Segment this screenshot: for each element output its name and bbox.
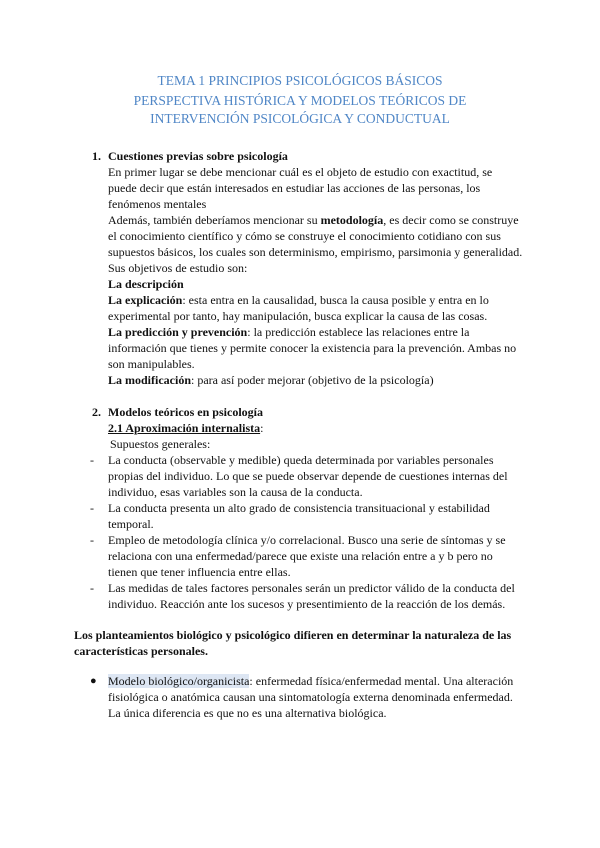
list-item-line: individuo, esas variables son la causa de la conducta.: [108, 485, 363, 499]
section-1-heading: Cuestiones previas sobre psicología: [108, 149, 288, 163]
text-span: : para así poder mejorar (objetivo de la psicología): [191, 373, 434, 387]
title-line-1: TEMA 1 PRINCIPIOS PSICOLÓGICOS BÁSICOS: [157, 73, 443, 88]
objectives-intro: Sus objetivos de estudio son:: [108, 261, 248, 275]
modificacion-term: La modificación: [108, 373, 191, 387]
list-item-line: Las medidas de tales factores personales serán un predictor válido de la conducta del: [108, 581, 515, 595]
paragraph-line: son manipulables.: [108, 357, 195, 371]
list-item-line: tienen que tener influencia entre ellas.: [108, 565, 291, 579]
section-2-heading: Modelos teóricos en psicología: [108, 405, 263, 419]
list-dash: -: [90, 581, 94, 595]
title-line-3: INTERVENCIÓN PSICOLÓGICA Y CONDUCTUAL: [150, 111, 450, 126]
list-item-line: individuo. Reacción ante los sucesos y presentimiento de la reacción de los demás.: [108, 597, 506, 611]
metodologia-term: metodología: [320, 213, 384, 227]
title-line-2: PERSPECTIVA HISTÓRICA Y MODELOS TEÓRICOS DE: [133, 93, 467, 108]
list-item-line: La conducta (observable y medible) queda determinada por variables personales: [108, 453, 494, 467]
supuestos-label: Supuestos generales:: [110, 437, 211, 451]
list-item-line: temporal.: [108, 517, 154, 531]
model-highlight: Modelo biológico/organicista: [108, 674, 250, 688]
model-line: fisiológica o anatómica causan una sintomatología externa denominada enfermedad.: [108, 690, 513, 704]
subsection-label: 2.1 Aproximación internalista: [108, 421, 261, 435]
paragraph-line: experimental por tanto, hay manipulación, busca explicar la causa de las cosas.: [108, 309, 488, 323]
subsection-heading: [108, 420, 263, 436]
list-item-line: propias del individuo. Lo que se puede observar depende de cuestiones internas del: [108, 469, 508, 483]
model-line: [108, 673, 513, 689]
paragraph-line: supuestos básicos, los cuales son determinismo, empirismo, parsimonia y generalidad.: [108, 245, 523, 259]
explicacion-term: La explicación: [108, 293, 183, 307]
text-span: : la predicción establece las relaciones entre la: [247, 325, 470, 339]
text-span: :: [260, 421, 264, 435]
text-span: , es decir como se construye: [383, 213, 519, 227]
bullet-dot: ●: [90, 675, 97, 687]
statement-line: características personales.: [74, 644, 208, 658]
descripcion-term: La descripción: [108, 277, 184, 291]
modificacion-line: [108, 372, 434, 388]
text-span: : esta entra en la causalidad, busca la causa posible y entra en lo: [182, 293, 489, 307]
prediccion-line: [108, 324, 469, 340]
list-item-line: Empleo de metodología clínica y/o correlacional. Busco una serie de síntomas y se: [108, 533, 506, 547]
explicacion-line: [108, 292, 489, 308]
text-span: : enfermedad física/enfermedad mental. Una alteración: [249, 674, 514, 688]
list-dash: -: [90, 533, 94, 547]
paragraph-line: fenómenos mentales: [108, 197, 207, 211]
section-2-number: 2.: [92, 405, 101, 419]
list-item-line: relaciona con una enfermedad/parece que existe una relación entre a y b pero no: [108, 549, 493, 563]
model-line: La única diferencia es que no es una alternativa biológica.: [108, 706, 387, 720]
section-1-number: 1.: [92, 149, 101, 163]
statement-line: Los planteamientos biológico y psicológico difieren en determinar la naturaleza de las: [74, 628, 512, 642]
list-item-line: La conducta presenta un alto grado de consistencia transituacional y estabilidad: [108, 501, 490, 515]
paragraph-line: En primer lugar se debe mencionar cuál es el objeto de estudio con exactitud, se: [108, 165, 493, 179]
list-dash: -: [90, 453, 94, 467]
metodologia-line: [108, 212, 519, 228]
prediccion-term: La predicción y prevención: [108, 325, 248, 339]
paragraph-line: puede decir que están interesados en estudiar las acciones de las personas, los: [108, 181, 481, 195]
paragraph-line: información que tienes y permite conocer la existencia para la prevención. Ambas no: [108, 341, 517, 355]
paragraph-line: el conocimiento científico y cómo se construye el conocimiento cotidiano con sus: [108, 229, 501, 243]
list-dash: -: [90, 501, 94, 515]
text-span: Además, también deberíamos mencionar su: [108, 213, 321, 227]
